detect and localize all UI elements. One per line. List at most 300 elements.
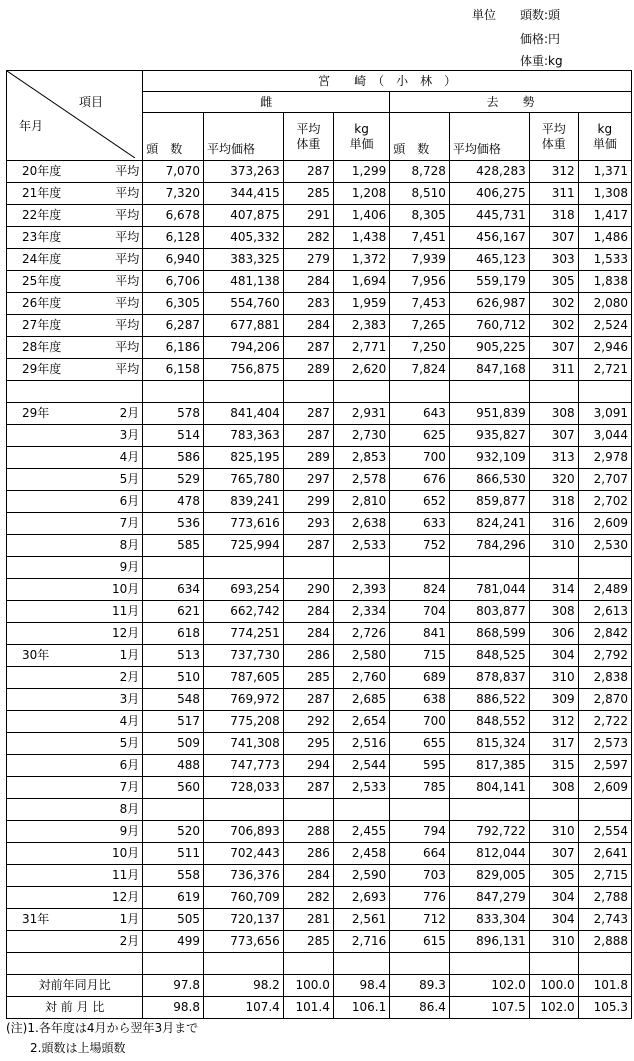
month-label: 7月 (119, 780, 140, 794)
value-cell: 2,792 (578, 645, 631, 667)
value-cell: 517 (143, 711, 204, 733)
year-month-cell (7, 909, 143, 931)
value-cell: 578 (143, 403, 204, 425)
value-cell: 307 (529, 843, 578, 865)
table-row (7, 513, 632, 535)
value-cell: 633 (390, 513, 450, 535)
value-cell: 2,638 (333, 513, 389, 535)
value-cell: 2,544 (333, 755, 389, 777)
month-label: 平均 (115, 340, 140, 354)
year-month-cell (7, 535, 143, 557)
value-cell: 313 (529, 447, 578, 469)
value-cell: 514 (143, 425, 204, 447)
value-cell: 2,530 (578, 535, 631, 557)
year-label: 20年度 (22, 164, 62, 178)
value-cell: 287 (283, 689, 333, 711)
value-cell: 7,320 (143, 183, 204, 205)
value-cell: 292 (283, 711, 333, 733)
value-cell: 702,443 (203, 843, 283, 865)
value-cell: 643 (390, 403, 450, 425)
col-heads-castrated: 頭 数 (390, 113, 450, 161)
value-cell: 520 (143, 821, 204, 843)
table-row (7, 293, 632, 315)
blank-cell (333, 381, 389, 403)
value-cell: 287 (283, 161, 333, 183)
value-cell: 2,533 (333, 777, 389, 799)
value-cell: 6,706 (143, 271, 204, 293)
value-cell: 314 (529, 579, 578, 601)
value-cell: 586 (143, 447, 204, 469)
value-cell: 785 (390, 777, 450, 799)
header-female: 雌 (143, 92, 390, 113)
year-month-cell (7, 887, 143, 909)
value-cell: 312 (529, 161, 578, 183)
value-cell: 6,128 (143, 227, 204, 249)
value-cell: 308 (529, 601, 578, 623)
year-month-cell (7, 447, 143, 469)
value-cell: 303 (529, 249, 578, 271)
table-row (7, 337, 632, 359)
value-cell: 8,728 (390, 161, 450, 183)
value-cell: 1,417 (578, 205, 631, 227)
value-cell: 6,305 (143, 293, 204, 315)
year-label: 21年度 (22, 186, 62, 200)
value-cell: 2,702 (578, 491, 631, 513)
year-month-cell (7, 425, 143, 447)
month-label: 10月 (112, 582, 140, 596)
value-cell: 824,241 (449, 513, 529, 535)
table-row (7, 711, 632, 733)
table-row (7, 271, 632, 293)
value-cell: 287 (283, 403, 333, 425)
value-cell (333, 557, 389, 579)
col-avg-weight-castrated (529, 113, 578, 161)
value-cell: 765,780 (203, 469, 283, 491)
blank-cell (203, 953, 283, 975)
header-region: 宮 崎 （ 小 林 ） (143, 71, 632, 92)
value-cell: 6,158 (143, 359, 204, 381)
value-cell: 664 (390, 843, 450, 865)
value-cell: 595 (390, 755, 450, 777)
price-table (6, 70, 632, 1019)
value-cell: 747,773 (203, 755, 283, 777)
value-cell: 2,870 (578, 689, 631, 711)
value-cell: 287 (283, 337, 333, 359)
value-cell: 769,972 (203, 689, 283, 711)
value-cell: 775,208 (203, 711, 283, 733)
table-row (7, 447, 632, 469)
value-cell: 548 (143, 689, 204, 711)
blank-cell (578, 381, 631, 403)
value-cell: 289 (283, 359, 333, 381)
value-cell: 2,620 (333, 359, 389, 381)
value-cell: 102.0 (449, 975, 529, 997)
value-cell: 794 (390, 821, 450, 843)
month-label: 12月 (112, 890, 140, 904)
value-cell: 312 (529, 711, 578, 733)
value-cell: 626,987 (449, 293, 529, 315)
diagonal-line (7, 71, 135, 158)
value-cell: 2,580 (333, 645, 389, 667)
value-cell: 812,044 (449, 843, 529, 865)
month-label: 2月 (119, 406, 140, 420)
value-cell: 7,453 (390, 293, 450, 315)
value-cell: 1,694 (333, 271, 389, 293)
value-cell: 951,839 (449, 403, 529, 425)
value-cell: 309 (529, 689, 578, 711)
table-row (7, 755, 632, 777)
blank-cell (529, 953, 578, 975)
value-cell: 689 (390, 667, 450, 689)
value-cell: 1,406 (333, 205, 389, 227)
value-cell: 7,451 (390, 227, 450, 249)
table-row (7, 425, 632, 447)
value-cell: 625 (390, 425, 450, 447)
value-cell: 2,393 (333, 579, 389, 601)
blank-cell (143, 953, 204, 975)
value-cell (449, 799, 529, 821)
year-month-cell (7, 931, 143, 953)
value-cell: 308 (529, 777, 578, 799)
value-cell: 499 (143, 931, 204, 953)
unit-price: 価格:円 (520, 32, 561, 46)
blank-cell (7, 953, 143, 975)
table-row (7, 799, 632, 821)
value-cell: 282 (283, 887, 333, 909)
year-month-cell (7, 227, 143, 249)
value-cell: 776 (390, 887, 450, 909)
value-cell: 511 (143, 843, 204, 865)
value-cell: 1,299 (333, 161, 389, 183)
blank-cell (449, 381, 529, 403)
month-label: 2月 (119, 934, 140, 948)
year-label: 30年 (22, 648, 50, 662)
table-row (7, 601, 632, 623)
value-cell: 282 (283, 227, 333, 249)
unit-weight: 体重:kg (520, 54, 563, 68)
table-row (7, 645, 632, 667)
value-cell: 2,455 (333, 821, 389, 843)
value-cell: 2,590 (333, 865, 389, 887)
value-cell: 478 (143, 491, 204, 513)
col-avg-weight-line2: 体重 (541, 136, 566, 151)
month-label: 6月 (119, 758, 140, 772)
value-cell: 2,554 (578, 821, 631, 843)
value-cell: 98.4 (333, 975, 389, 997)
value-cell: 773,616 (203, 513, 283, 535)
value-cell: 935,827 (449, 425, 529, 447)
value-cell: 284 (283, 271, 333, 293)
year-label: 27年度 (22, 318, 62, 332)
year-month-cell (7, 579, 143, 601)
value-cell: 86.4 (390, 997, 450, 1019)
value-cell: 6,287 (143, 315, 204, 337)
blank-row (7, 953, 632, 975)
table-row (7, 535, 632, 557)
value-cell (283, 799, 333, 821)
blank-cell (203, 381, 283, 403)
value-cell: 737,730 (203, 645, 283, 667)
value-cell: 316 (529, 513, 578, 535)
month-label: 平均 (115, 230, 140, 244)
value-cell (390, 799, 450, 821)
blank-cell (449, 953, 529, 975)
value-cell: 2,533 (333, 535, 389, 557)
value-cell: 7,939 (390, 249, 450, 271)
table-row (7, 469, 632, 491)
value-cell: 2,946 (578, 337, 631, 359)
blank-cell (390, 953, 450, 975)
table-row (7, 403, 632, 425)
table-row (7, 183, 632, 205)
value-cell: 2,641 (578, 843, 631, 865)
notes (6, 1018, 198, 1058)
value-cell: 2,693 (333, 887, 389, 909)
blank-cell (529, 381, 578, 403)
month-label: 3月 (119, 692, 140, 706)
month-label: 8月 (119, 538, 140, 552)
value-cell: 287 (283, 425, 333, 447)
value-cell: 287 (283, 535, 333, 557)
year-month-cell (7, 777, 143, 799)
value-cell: 2,721 (578, 359, 631, 381)
value-cell: 621 (143, 601, 204, 623)
value-cell: 281 (283, 909, 333, 931)
value-cell (578, 799, 631, 821)
month-label: 平均 (115, 164, 140, 178)
value-cell: 102.0 (529, 997, 578, 1019)
value-cell (143, 799, 204, 821)
month-label: 6月 (119, 494, 140, 508)
year-month-cell (7, 491, 143, 513)
value-cell: 2,524 (578, 315, 631, 337)
value-cell: 509 (143, 733, 204, 755)
value-cell (529, 799, 578, 821)
col-avg-weight-female (283, 113, 333, 161)
month-label: 1月 (119, 648, 140, 662)
month-label: 平均 (115, 186, 140, 200)
value-cell: 311 (529, 183, 578, 205)
year-month-cell (7, 865, 143, 887)
value-cell: 932,109 (449, 447, 529, 469)
month-label: 9月 (119, 824, 140, 838)
value-cell: 712 (390, 909, 450, 931)
value-cell: 2,730 (333, 425, 389, 447)
diagonal-header-cell (7, 71, 143, 161)
year-month-cell (7, 557, 143, 579)
value-cell: 829,005 (449, 865, 529, 887)
value-cell: 299 (283, 491, 333, 513)
value-cell: 760,709 (203, 887, 283, 909)
col-kg-line2: 単価 (349, 136, 374, 151)
value-cell: 841 (390, 623, 450, 645)
note-1: (注)1.各年度は4月から翌年3月まで (6, 1021, 199, 1035)
value-cell: 89.3 (390, 975, 450, 997)
value-cell: 652 (390, 491, 450, 513)
value-cell: 2,760 (333, 667, 389, 689)
year-month-cell (7, 271, 143, 293)
value-cell: 513 (143, 645, 204, 667)
value-cell: 558 (143, 865, 204, 887)
value-cell: 662,742 (203, 601, 283, 623)
units-block (0, 0, 634, 70)
value-cell: 2,707 (578, 469, 631, 491)
value-cell: 283 (283, 293, 333, 315)
col-avg-weight-line1: 平均 (296, 121, 321, 136)
value-cell: 105.3 (578, 997, 631, 1019)
value-cell: 383,325 (203, 249, 283, 271)
value-cell (333, 799, 389, 821)
year-label: 29年度 (22, 362, 62, 376)
value-cell: 288 (283, 821, 333, 843)
value-cell (283, 557, 333, 579)
header-item: 項目 (79, 95, 104, 109)
value-cell: 715 (390, 645, 450, 667)
value-cell: 839,241 (203, 491, 283, 513)
value-cell: 725,994 (203, 535, 283, 557)
value-cell: 1,438 (333, 227, 389, 249)
year-label: 29年 (22, 406, 50, 420)
value-cell: 703 (390, 865, 450, 887)
value-cell: 2,561 (333, 909, 389, 931)
month-label: 1月 (119, 912, 140, 926)
value-cell: 291 (283, 205, 333, 227)
value-cell: 2,609 (578, 513, 631, 535)
value-cell: 815,324 (449, 733, 529, 755)
value-cell: 310 (529, 931, 578, 953)
year-month-cell (7, 249, 143, 271)
year-month-cell (7, 469, 143, 491)
value-cell: 728,033 (203, 777, 283, 799)
month-label: 平均 (115, 208, 140, 222)
value-cell: 287 (283, 777, 333, 799)
unit-heads: 頭数:頭 (520, 8, 561, 22)
value-cell: 693,254 (203, 579, 283, 601)
value-cell: 406,275 (449, 183, 529, 205)
value-cell: 308 (529, 403, 578, 425)
table-row (7, 843, 632, 865)
value-cell: 307 (529, 337, 578, 359)
year-label: 24年度 (22, 252, 62, 266)
value-cell: 318 (529, 205, 578, 227)
value-cell: 2,853 (333, 447, 389, 469)
value-cell: 720,137 (203, 909, 283, 931)
value-cell: 585 (143, 535, 204, 557)
value-cell: 848,525 (449, 645, 529, 667)
value-cell: 2,597 (578, 755, 631, 777)
value-cell: 98.2 (203, 975, 283, 997)
value-cell: 302 (529, 315, 578, 337)
value-cell: 465,123 (449, 249, 529, 271)
month-label: 4月 (119, 450, 140, 464)
year-label: 31年 (22, 912, 50, 926)
value-cell: 505 (143, 909, 204, 931)
year-month-cell (7, 601, 143, 623)
value-cell (203, 799, 283, 821)
value-cell: 1,486 (578, 227, 631, 249)
table-row (7, 689, 632, 711)
value-cell: 676 (390, 469, 450, 491)
value-cell: 1,959 (333, 293, 389, 315)
value-cell: 2,771 (333, 337, 389, 359)
month-label: 平均 (115, 274, 140, 288)
value-cell: 107.4 (203, 997, 283, 1019)
month-label: 5月 (119, 736, 140, 750)
value-cell: 307 (529, 425, 578, 447)
month-label: 9月 (119, 560, 140, 574)
year-month-cell (7, 733, 143, 755)
value-cell: 290 (283, 579, 333, 601)
table-row (7, 359, 632, 381)
value-cell: 445,731 (449, 205, 529, 227)
value-cell: 7,956 (390, 271, 450, 293)
col-avg-price-castrated: 平均価格 (449, 113, 529, 161)
note-2: 2.頭数は上場頭数 (6, 1041, 126, 1055)
value-cell: 655 (390, 733, 450, 755)
table-row (7, 865, 632, 887)
month-label: 平均 (115, 252, 140, 266)
month-label: 5月 (119, 472, 140, 486)
col-heads-female: 頭 数 (143, 113, 204, 161)
value-cell: 2,716 (333, 931, 389, 953)
value-cell: 2,722 (578, 711, 631, 733)
value-cell: 559,179 (449, 271, 529, 293)
value-cell: 868,599 (449, 623, 529, 645)
value-cell: 2,715 (578, 865, 631, 887)
value-cell: 825,195 (203, 447, 283, 469)
value-cell: 317 (529, 733, 578, 755)
value-cell: 289 (283, 447, 333, 469)
value-cell: 736,376 (203, 865, 283, 887)
unit-label: 単位 (472, 8, 497, 22)
value-cell: 315 (529, 755, 578, 777)
value-cell: 619 (143, 887, 204, 909)
value-cell: 2,685 (333, 689, 389, 711)
blank-cell (390, 381, 450, 403)
value-cell (449, 557, 529, 579)
year-month-cell (7, 667, 143, 689)
table-row (7, 161, 632, 183)
value-cell: 677,881 (203, 315, 283, 337)
month-label: 11月 (112, 604, 140, 618)
value-cell: 286 (283, 843, 333, 865)
year-label: 22年度 (22, 208, 62, 222)
value-cell: 407,875 (203, 205, 283, 227)
year-month-cell (7, 205, 143, 227)
year-label: 28年度 (22, 340, 62, 354)
value-cell: 284 (283, 623, 333, 645)
table-row (7, 623, 632, 645)
blank-cell (283, 953, 333, 975)
value-cell: 1,372 (333, 249, 389, 271)
value-cell: 847,279 (449, 887, 529, 909)
value-cell: 847,168 (449, 359, 529, 381)
value-cell: 373,263 (203, 161, 283, 183)
col-kg-price-female (333, 113, 389, 161)
value-cell: 284 (283, 315, 333, 337)
value-cell: 100.0 (283, 975, 333, 997)
year-label: 26年度 (22, 296, 62, 310)
year-month-cell: 対前年同月比 (7, 975, 143, 997)
value-cell: 1,371 (578, 161, 631, 183)
value-cell: 286 (283, 645, 333, 667)
value-cell: 741,308 (203, 733, 283, 755)
year-month-cell (7, 799, 143, 821)
value-cell: 638 (390, 689, 450, 711)
value-cell: 2,573 (578, 733, 631, 755)
value-cell: 866,530 (449, 469, 529, 491)
value-cell: 305 (529, 865, 578, 887)
